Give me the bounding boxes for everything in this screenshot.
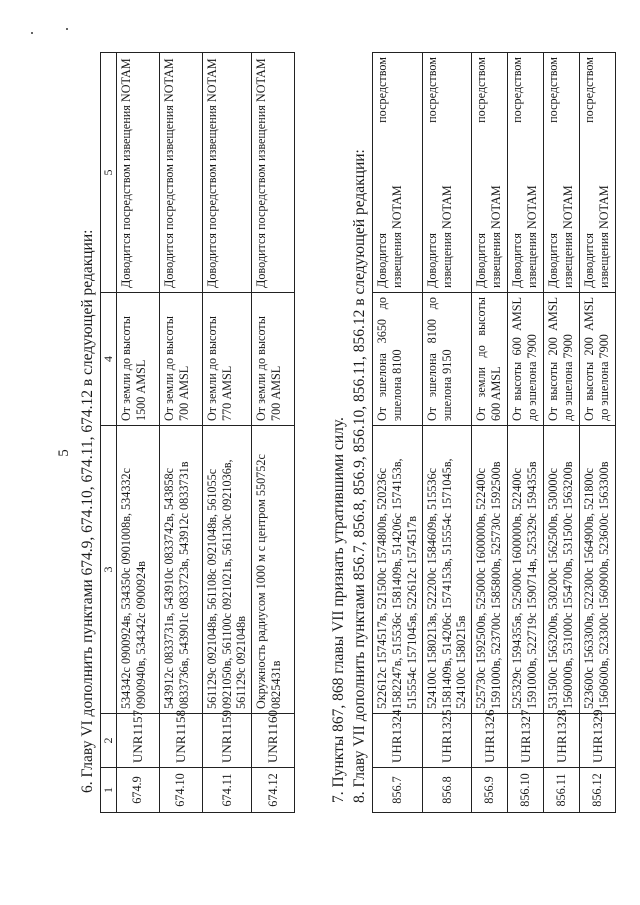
notice-line-2: извещения NOTAM (597, 184, 612, 288)
paragraph-8: 8. Главу VII дополнить пунктами 856.7, 856.8, 856.9, 856.10, 856.11, 856.12 в следующей редакции: (351, 148, 368, 803)
row-number: 674.10 (159, 767, 202, 812)
altitude-cell: От земли до высоты 700 AMSL (252, 292, 295, 425)
altitude-line-1: От высоты 600 AMSL (510, 296, 525, 421)
table-row (252, 52, 295, 812)
altitude-line-1: От эшелона 8100 до (424, 296, 439, 421)
row-number: 856.11 (544, 767, 580, 812)
area-code: UHR1326 (472, 713, 508, 767)
table-row (116, 52, 159, 812)
table-row (422, 52, 472, 812)
area-code: UNR1158 (159, 713, 202, 767)
col-header: 1 (101, 767, 117, 812)
coordinates-cell: 524100с 1580213в, 522200с 1584609в, 515536с 1581409в, 514206с 1574153в, 515554с 1571045в, 524100с 1580215в (422, 425, 472, 713)
row-number: 856.10 (508, 767, 544, 812)
row-number: 856.7 (373, 767, 423, 812)
col-header: 5 (101, 52, 117, 292)
coordinates-cell: 525329с 1594355в, 525000с 1600000в, 522400с 1591000в, 522719с 1590714в, 525329с 1594355в (508, 425, 544, 713)
row-number: 856.12 (580, 767, 616, 812)
row-number: 674.9 (116, 767, 159, 812)
notice-cell: Доводится посредством извещения NOTAM (252, 52, 295, 292)
table-chapter-vii (372, 52, 616, 813)
table-row (544, 52, 580, 812)
altitude-line-2: эшелона 8100 (389, 348, 404, 421)
altitude-cell (580, 292, 616, 425)
table-row (580, 52, 616, 812)
notice-cell: Доводится посредством извещения NOTAM (202, 52, 252, 292)
coordinates-cell: 534342с 0900924в, 534350с 0901008в, 534332с 0900940в, 534342с 0900924в (116, 425, 159, 713)
altitude-cell (544, 292, 580, 425)
notice-cell: Доводится посредством извещения NOTAM (116, 52, 159, 292)
coordinates-cell: 561129с 0921048в, 561108с 0921048в, 561055с 0921050в, 561100с 0921021в, 561130с 0921036в, 561129с 0921048в (202, 425, 252, 713)
coordinates-cell: Окружность радиусом 1000 м с центром 550752с 0825431в (252, 425, 295, 713)
area-code: UNR1159 (202, 713, 252, 767)
paragraph-7: 7. Пункты 867, 868 главы VII признать утратившими силу. (330, 416, 347, 803)
altitude-cell: От земли до высоты 700 AMSL (159, 292, 202, 425)
altitude-line-1: От высоты 200 AMSL (582, 296, 597, 421)
paragraph-6: 6. Главу VI дополнить пунктами 674.9, 674.10, 674.11, 674.12 в следующей редакции: (79, 229, 96, 793)
altitude-line-1: От высоты 200 AMSL (546, 296, 561, 421)
area-code: UNR1157 (116, 713, 159, 767)
altitude-line-2: эшелона 9150 (439, 348, 454, 421)
altitude-cell (472, 292, 508, 425)
table-row (472, 52, 508, 812)
altitude-line-2: до эшелона 7900 (561, 333, 576, 421)
coordinates-cell: 522612с 1574517в, 521500с 1574800в, 520236с 1582247в, 515536с 1581409в, 514206с 1574153в, 515554с 1571045в, 522612с 1574517в (373, 425, 423, 713)
table-row (508, 52, 544, 812)
altitude-line-2: до эшелона 7900 (597, 333, 612, 421)
notice-cell (472, 52, 508, 292)
altitude-cell (422, 292, 472, 425)
table-row (202, 52, 252, 812)
notice-cell (544, 52, 580, 292)
col-header: 2 (101, 713, 117, 767)
notice-line-1: Доводится посредством (424, 56, 439, 288)
notice-cell (580, 52, 616, 292)
altitude-line-2: 600 AMSL (489, 365, 504, 421)
notice-line-2: извещения NOTAM (439, 184, 454, 288)
notice-cell (508, 52, 544, 292)
table-row (159, 52, 202, 812)
row-number: 674.11 (202, 767, 252, 812)
altitude-cell: От земли до высоты 1500 AMSL (116, 292, 159, 425)
notice-cell: Доводится посредством извещения NOTAM (159, 52, 202, 292)
col-header: 4 (101, 292, 117, 425)
area-code: UHR1325 (422, 713, 472, 767)
notice-line-2: извещения NOTAM (525, 184, 540, 288)
table-header-row (101, 52, 117, 812)
table-chapter-vi (100, 52, 295, 813)
notice-line-1: Доводится посредством (474, 56, 489, 288)
area-code: UNR1160 (252, 713, 295, 767)
coordinates-cell: 543912с 0833731в, 543910с 0833742в, 543858с 0833736в, 543901с 0833723в, 543912с 0833731в (159, 425, 202, 713)
coordinates-cell: 523600с 1563300в, 522300с 1564900в, 521800с 1560600в, 523300с 1560900в, 523600с 1563300в (580, 425, 616, 713)
area-code: UHR1327 (508, 713, 544, 767)
notice-line-1: Доводится посредством (510, 56, 525, 288)
notice-line-1: Доводится посредством (582, 56, 597, 288)
scan-speck (66, 28, 68, 30)
table-row (373, 52, 423, 812)
area-code: UHR1329 (580, 713, 616, 767)
altitude-line-1: От эшелона 3650 до (375, 296, 389, 421)
notice-line-1: Доводится посредством (546, 56, 561, 288)
area-code: UHR1324 (373, 713, 423, 767)
row-number: 856.8 (422, 767, 472, 812)
notice-line-2: извещения NOTAM (489, 184, 504, 288)
coordinates-cell: 525730с 1592500в, 525000с 1600000в, 522400с 1591000в, 523700с 1585800в, 525730с 1592500в (472, 425, 508, 713)
altitude-cell: От земли до высоты 770 AMSL (202, 292, 252, 425)
row-number: 674.12 (252, 767, 295, 812)
notice-line-2: извещения NOTAM (389, 184, 404, 288)
notice-line-1: Доводится посредством (375, 56, 389, 288)
altitude-line-2: до эшелона 7900 (525, 333, 540, 421)
col-header: 3 (101, 425, 117, 713)
area-code: UHR1328 (544, 713, 580, 767)
coordinates-cell: 531500с 1563200в, 530200с 1562500в, 530000с 1560000в, 531000с 1554700в, 531500с 1563200в (544, 425, 580, 713)
notice-cell (422, 52, 472, 292)
altitude-cell (508, 292, 544, 425)
page-number: 5 (56, 448, 72, 457)
altitude-cell (373, 292, 423, 425)
row-number: 856.9 (472, 767, 508, 812)
altitude-line-1: От земли до высоты (474, 296, 489, 421)
notice-line-2: извещения NOTAM (561, 184, 576, 288)
notice-cell (373, 52, 423, 292)
scan-speck (31, 32, 33, 34)
rotated-document-page (50, 43, 612, 863)
